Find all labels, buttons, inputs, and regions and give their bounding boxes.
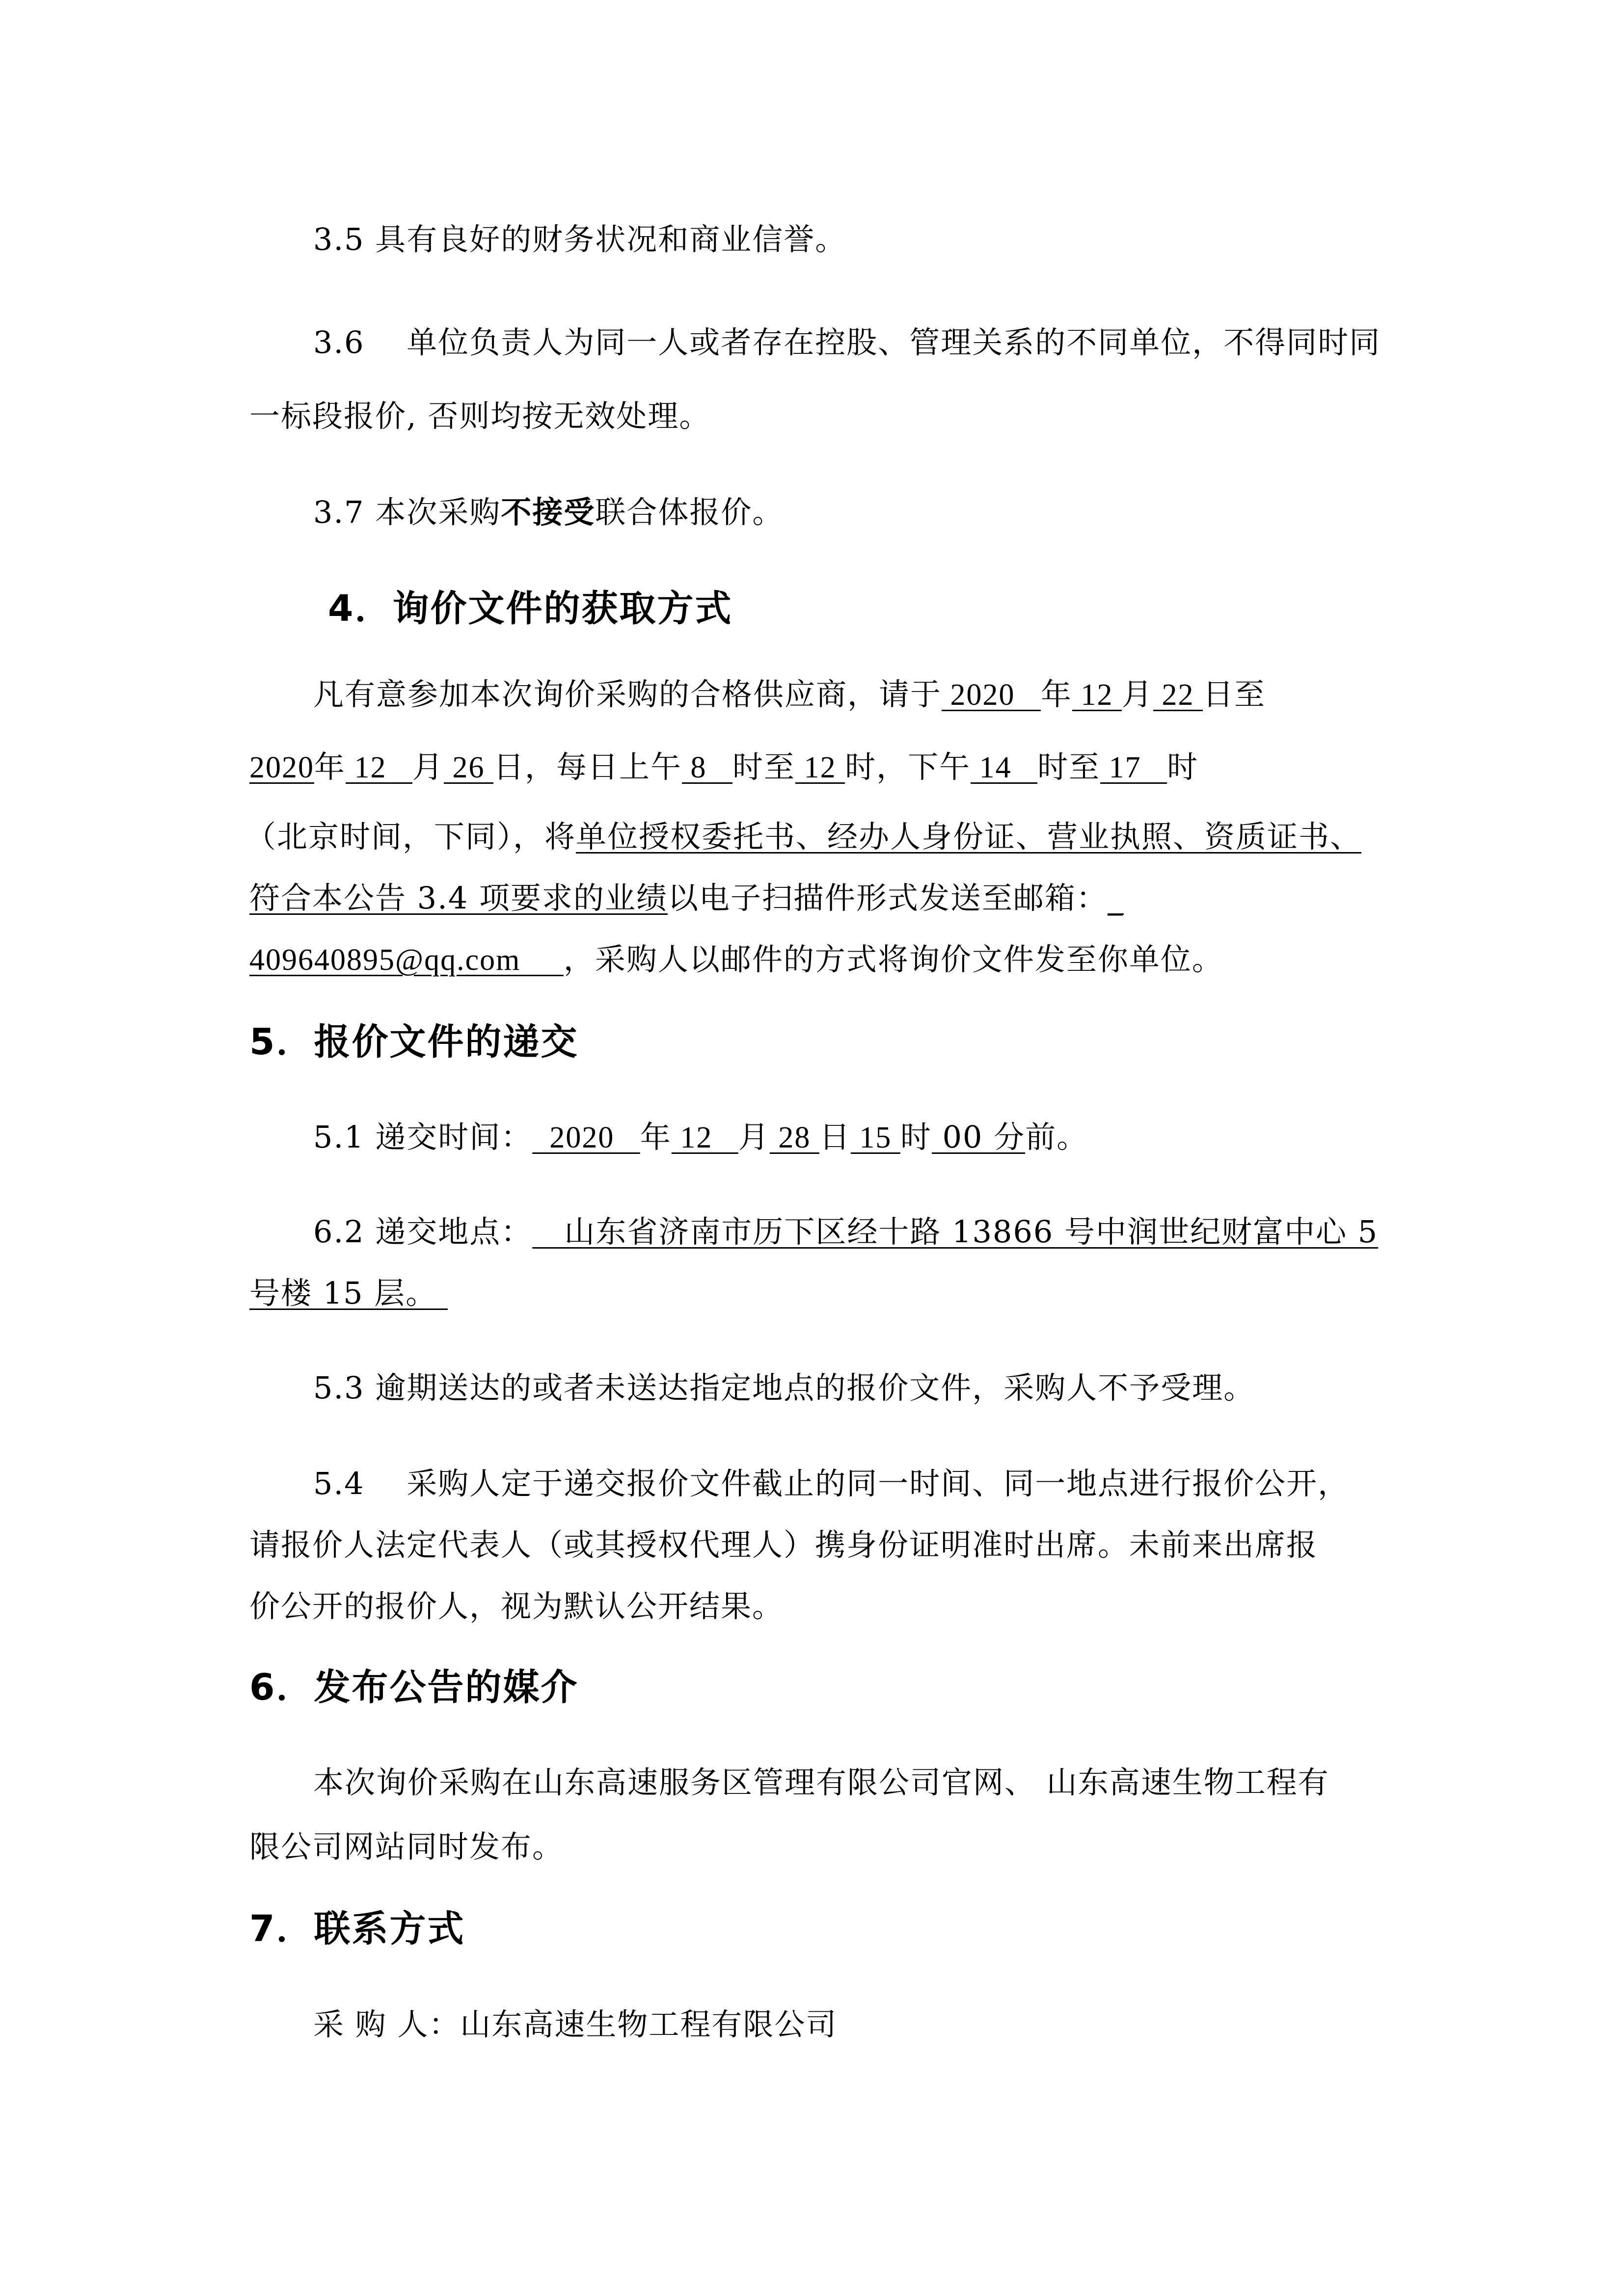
- section-4-line-5: [249, 940, 1223, 980]
- clause-3-7-pre: 3.7 本次采购: [313, 494, 501, 530]
- section-4-line-4: [249, 879, 1124, 918]
- clause-6-2-line-2: [249, 1274, 448, 1313]
- clause-3-7-bold: 不接受: [501, 494, 595, 530]
- s4-l2-hour-2: 12: [795, 751, 845, 784]
- section-6-line-1: 本次询价采购在山东高速服务区管理有限公司官网、 山东高速生物工程有: [313, 1764, 1329, 1800]
- s5-1-minute: 00 分: [931, 1119, 1026, 1155]
- section-4-line-3: [245, 817, 1361, 856]
- clause-3-5: 3.5 具有良好的财务状况和商业信誉。: [313, 221, 847, 257]
- s5-1-month: 12: [671, 1121, 738, 1154]
- section-4-line-2: [249, 748, 1198, 787]
- s4-l1-text-e: 日至: [1203, 676, 1266, 712]
- s5-1-year: 2020: [532, 1121, 640, 1154]
- s4-l2-text-a: 年: [314, 749, 346, 785]
- s4-l1-text-a: 凡有意参加本次询价采购的合格供应商，请于: [313, 676, 942, 712]
- clause-5-4-line-3: 价公开的报价人，视为默认公开结果。: [249, 1588, 784, 1624]
- clause-5-3: 5.3 逾期送达的或者未送达指定地点的报价文件，采购人不予受理。: [313, 1370, 1255, 1406]
- s4-l4-required-performance: 符合本公告 3.4 项要求的业绩: [249, 880, 668, 916]
- s4-l1-year: 2020: [942, 678, 1041, 712]
- s5-1-text-e: 日: [819, 1119, 851, 1155]
- s4-l2-hour-4: 17: [1100, 751, 1167, 784]
- s5-1-text-b: 年: [640, 1119, 672, 1155]
- s5-1-label: 5.1 递交时间：: [313, 1119, 533, 1155]
- s4-l2-text-g: 时至: [1037, 749, 1101, 785]
- clause-5-4-line-1: 5.4 采购人定于递交报价文件截止的同一时间、同一地点进行报价公开，: [313, 1466, 1350, 1501]
- clause-3-7: [313, 493, 784, 532]
- s4-l2-hour-3: 14: [971, 751, 1038, 784]
- s4-l1-text-b: 年: [1041, 676, 1073, 712]
- s4-l2-text-f: 时，下午: [845, 749, 971, 785]
- s4-l3-text: （北京时间，下同），将: [245, 819, 576, 854]
- s4-l1-text-c: 月: [1122, 676, 1154, 712]
- s4-l2-text-c: 日，每日上午: [493, 749, 682, 785]
- s4-l1-day: 22: [1153, 678, 1203, 712]
- heading-5: 5．报价文件的递交: [249, 1021, 579, 1063]
- s4-l3-required-documents: 单位授权委托书、经办人身份证、营业执照、资质证书、: [576, 819, 1362, 854]
- section-4-line-1: [313, 675, 1266, 715]
- s5-1-day: 28: [769, 1121, 819, 1154]
- heading-7: 7．联系方式: [249, 1908, 465, 1950]
- s4-l5-text: ，采购人以邮件的方式将询价文件发至你单位。: [563, 941, 1223, 977]
- s4-l2-hour-1: 8: [682, 751, 733, 784]
- s5-1-hour: 15: [850, 1121, 900, 1154]
- s4-l2-text-e: 时至: [732, 749, 796, 785]
- s4-l4-blank: _: [1108, 880, 1124, 916]
- section-6-line-2: 限公司网站同时发布。: [249, 1829, 564, 1865]
- s5-1-text-c: 月: [738, 1119, 770, 1155]
- s4-l2-year: 2020: [249, 751, 314, 784]
- s6-2-label: 6.2 递交地点：: [313, 1214, 533, 1250]
- email-address: 409640895@qq.com: [249, 943, 564, 977]
- s4-l2-text-h: 时: [1167, 749, 1199, 785]
- s5-1-text-g: 前。: [1025, 1119, 1088, 1155]
- heading-4: 4．询价文件的获取方式: [328, 587, 733, 630]
- purchaser-line: 采 购 人：山东高速生物工程有限公司: [313, 2006, 838, 2042]
- clause-3-6-line-2: 一标段报价, 否则均按无效处理。: [249, 398, 711, 434]
- s4-l1-month: 12: [1072, 678, 1122, 712]
- s4-l4-text: 以电子扫描件形式发送至邮箱：: [668, 880, 1108, 916]
- s4-l2-text-b: 月: [412, 749, 444, 785]
- s5-1-text-f: 时: [900, 1119, 932, 1155]
- s6-2-address-part-1: 山东省济南市历下区经十路 13866 号中润世纪财富中心 5: [532, 1214, 1379, 1250]
- s4-l2-month: 12: [346, 751, 413, 784]
- clause-3-7-post: 联合体报价。: [595, 494, 784, 530]
- s6-2-address-part-2: 号楼 15 层。: [249, 1275, 448, 1311]
- heading-6: 6．发布公告的媒介: [249, 1666, 579, 1709]
- clause-5-4-line-2: 请报价人法定代表人（或其授权代理人）携身份证明准时出席。未前来出席报: [249, 1527, 1318, 1563]
- clause-3-6-line-1: 3.6 单位负责人为同一人或者存在控股、管理关系的不同单位，不得同时同: [313, 324, 1381, 360]
- clause-6-2-line-1: [313, 1212, 1378, 1252]
- s4-l2-day: 26: [444, 751, 494, 784]
- clause-5-1: [313, 1118, 1088, 1157]
